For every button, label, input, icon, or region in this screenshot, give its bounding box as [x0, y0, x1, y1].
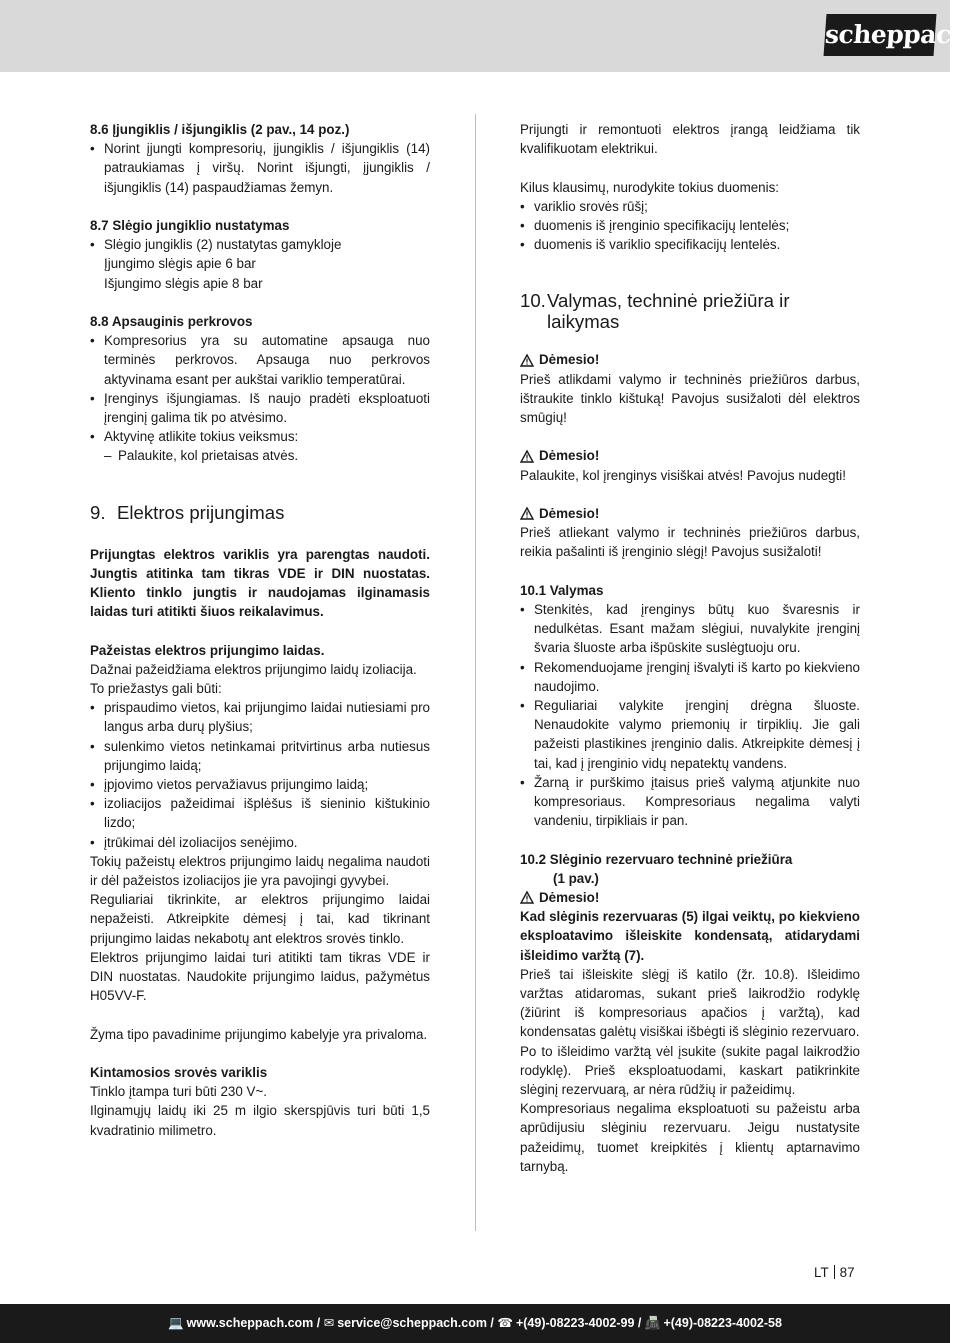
list-item: • Aktyvinę atlikite tokius veiksmus: — [90, 427, 430, 446]
warning-text: Prieš atlikdami valymo ir techninės priežiūros darbus, ištraukite tinklo kištuką! Pavojus susižaloti dėl elektros smūgių! — [520, 371, 860, 426]
footer-website[interactable]: www.scheppach.com — [186, 1316, 314, 1330]
section-8-6-list — [90, 139, 430, 197]
section-8-8-title: 8.8 Apsauginis perkrovos — [90, 314, 253, 329]
ac-motor-title: Kintamosios srovės variklis — [90, 1065, 268, 1081]
footer-bar: 💻 www.scheppach.com / ✉ service@scheppach.com / ☎ +(49)-08223-4002-99 / 📠 +(49)-08223-4002-58 — [0, 1304, 950, 1343]
warning-label: Dėmesio! — [520, 888, 860, 907]
page-number — [814, 1265, 855, 1280]
section-9-intro: Prijungtas elektros variklis yra parengtas naudoti. Jungtis atitinka tam tikras VDE ir DIN nuostatas. Kliento tinklo jungtis ir naudojamas ilginamasis laidas turi atitikti šiuos reikalavimus. — [90, 546, 430, 620]
list-item: • įpjovimo vietos pervažiavus prijungimo laidą; — [90, 775, 430, 794]
on-pressure: Įjungimo slėgis apie 6 bar — [104, 256, 256, 272]
list-item: • Reguliariai valykite įrenginį drėgna šluoste. Nenaudokite valymo priemonių ir tirpiklių. Jie gali pažeisti plastikines įrenginio dalis. Atkreipkite dėmesį į tai, kad į įrenginio vidų nepatektų vandens. — [520, 696, 860, 773]
paragraph: Prijungti ir remontuoti elektros įrangą leidžiama tik kvalifikuotam elektrikui. — [520, 122, 860, 157]
section-8-7-title: 8.7 Slėgio jungiklio nustatymas — [90, 218, 290, 233]
paragraph: Reguliariai tikrinkite, ar elektros prijungimo laidai nepažeisti. Atkreipkite dėmesį į tai, kad tikrinant prijungimo laidas nekabotų ant elektros srovės tinklo. — [90, 892, 430, 946]
warning-label: Dėmesio! — [520, 446, 860, 465]
section-9-number: 9. — [90, 501, 106, 523]
list-item: • Žarną ir purškimo įtaisus prieš valymą atjunkite nuo kompresoriaus. Kompresoriaus negalima valyti vandeniu, tirpikliais ir pan. — [520, 773, 860, 831]
condensate-warning: Kad slėginis rezervuaras (5) ilgai veiktų, po kiekvieno eksploatavimo išleiskite kondensatą, atidarydami išleidimo varžtą (7). — [520, 909, 860, 963]
off-pressure: Išjungimo slėgis apie 8 bar — [104, 275, 263, 291]
damaged-cable-title: Pažeistas elektros prijungimo laidas. — [90, 642, 325, 658]
warning-triangle-icon — [520, 450, 535, 463]
right-column — [520, 120, 860, 1176]
dash-item: – Palaukite, kol prietaisas atvės. — [90, 446, 430, 465]
paragraph: Ilginamųjų laidų iki 25 m ilgio skerspjūvis turi būti 1,5 kvadratinio milimetro. — [90, 1103, 430, 1138]
cleaning-list — [520, 600, 860, 830]
list-item: • Norint įjungti kompresorių, įjungiklis / išjungiklis (14) patraukiamas į viršų. Norint išjungti, įjungiklis / išjungiklis (14) paspaudžiamas žemyn. — [90, 139, 430, 197]
column-divider — [475, 114, 476, 1231]
brand-logo: scheppach — [824, 14, 937, 56]
computer-icon: 💻 — [168, 1316, 184, 1330]
paragraph: Tinklo įtampa turi būti 230 V~. — [90, 1084, 268, 1100]
warning-triangle-icon — [520, 354, 535, 367]
paragraph: Kilus klausimų, nurodykite tokius duomenis: — [520, 179, 780, 195]
section-10-title: Valymas, techninė priežiūra ir laikymas — [547, 290, 790, 333]
section-10-heading — [520, 290, 860, 332]
warning-triangle-icon — [520, 507, 535, 520]
list-item: • sulenkimo vietos netinkamai pritvirtinus arba nutiesus prijungimo laidą; — [90, 737, 430, 775]
warning-text: Prieš atliekant valymo ir techninės priežiūros darbus, reikia pašalinti iš įrenginio slėgį! Pavojus susižaloti! — [520, 525, 860, 560]
section-8-6-title: 8.6 Įjungiklis / išjungiklis (2 pav., 14 poz.) — [90, 122, 350, 137]
list-item: • prispaudimo vietos, kai prijungimo laidai nutiesiami pro langus arba durų plyšius; — [90, 698, 430, 736]
list-item: • įtrūkimai dėl izoliacijos senėjimo. — [90, 833, 430, 852]
paragraph: Tokių pažeistų elektros prijungimo laidų negalima naudoti ir dėl pažeistos izoliacijos jie yra pavojingi gyvybei. — [90, 853, 430, 889]
mail-icon: ✉ — [323, 1316, 335, 1330]
paragraph: Kompresoriaus negalima eksploatuoti su pažeistu arba aprūdijusiu slėginiu rezervuaru. Jeigu nustatysite pažeidimų, tuomet kreipkitės į klientų aptarnavimo tarnybą. — [520, 1101, 860, 1174]
list-item: • Rekomenduojame įrenginį išvalyti iš karto po kiekvieno naudojimo. — [520, 658, 860, 696]
section-10-number: 10. — [520, 290, 546, 312]
list-item: • variklio srovės rūšį; — [520, 197, 860, 216]
data-list — [520, 197, 860, 255]
damage-causes-list — [90, 698, 430, 852]
footer-email[interactable]: service@scheppach.com — [337, 1316, 487, 1330]
section-9-title: Elektros prijungimas — [117, 501, 285, 523]
section-9-heading — [90, 502, 430, 523]
footer-fax: +(49)-08223-4002-58 — [663, 1316, 782, 1330]
paragraph: To priežastys gali būti: — [90, 681, 222, 697]
list-item: • Kompresorius yra su automatine apsauga nuo terminės perkrovos. Apsauga nuo perkrovos aktyvinama esant per aukštai variklio temperatūrai. — [90, 331, 430, 389]
list-item: • duomenis iš variklio specifikacijų lentelės. — [520, 235, 860, 254]
header-band — [0, 0, 950, 72]
warning-label: Dėmesio! — [520, 350, 860, 369]
paragraph: Prieš tai išleiskite slėgį iš katilo (žr. 10.8). Išleidimo varžtas atidaromas, sukant prieš laikrodžio rodyklę (žiūrint iš kompresoriaus apačios į varžtą), kad kondensatas galėtų visiškai išbėgti iš slėginio rezervuaro. — [520, 966, 860, 1040]
footer-phone[interactable]: +(49)-08223-4002-99 — [515, 1316, 635, 1330]
list-item: • Įrenginys išjungiamas. Iš naujo pradėti eksploatuoti įrenginį galima tik po atvėsimo. — [90, 389, 430, 427]
fax-icon: 📠 — [644, 1316, 661, 1330]
phone-icon: ☎ — [497, 1316, 513, 1330]
page-language: LT — [814, 1265, 829, 1280]
paragraph: Žyma tipo pavadinime prijungimo kabelyje yra privaloma. — [90, 1026, 428, 1042]
section-8-8-list — [90, 331, 430, 446]
page-number-value: 87 — [839, 1265, 855, 1280]
warning-label: Dėmesio! — [520, 504, 860, 523]
section-8-7-list — [90, 235, 430, 254]
warning-text: Palaukite, kol įrenginys visiškai atvės! Pavojus nudegti! — [520, 467, 847, 483]
left-column — [90, 120, 430, 1140]
list-item: • Slėgio jungiklis (2) nustatytas gamykloje — [90, 235, 430, 254]
paragraph: Dažnai pažeidžiama elektros prijungimo laidų izoliacija. — [90, 661, 417, 677]
section-10-2-title: 10.2 Slėginio rezervuaro techninė priežiūra — [520, 851, 793, 867]
paragraph: Elektros prijungimo laidai turi atitikti tam tikras VDE ir DIN nuostatas. Naudokite prijungimo laidus, pažymėtus H05VV-F. — [90, 949, 430, 1004]
warning-triangle-icon — [520, 891, 535, 904]
list-item: • Stenkitės, kad įrenginys būtų kuo švaresnis ir nedulkėtas. Esant mažam slėgiui, nuvalykite įrenginį švaria šluoste arba išpūskite suslėgtuoju oru. — [520, 600, 860, 658]
section-10-2-subtitle: (1 pav.) — [553, 870, 599, 886]
paragraph: Po to išleidimo varžtą vėl įsukite (sukite pagal laikrodžio rodyklę). Prieš eksploatuodami, kaskart patikrinkite slėginį rezervuarą, ar nėra rūdžių ir pažeidimų. — [520, 1043, 860, 1098]
list-item: • duomenis iš įrenginio specifikacijų lentelės; — [520, 216, 860, 235]
list-item: • izoliacijos pažeidimai išplėšus iš sieninio kištukinio lizdo; — [90, 794, 430, 832]
section-10-1-title: 10.1 Valymas — [520, 582, 604, 598]
